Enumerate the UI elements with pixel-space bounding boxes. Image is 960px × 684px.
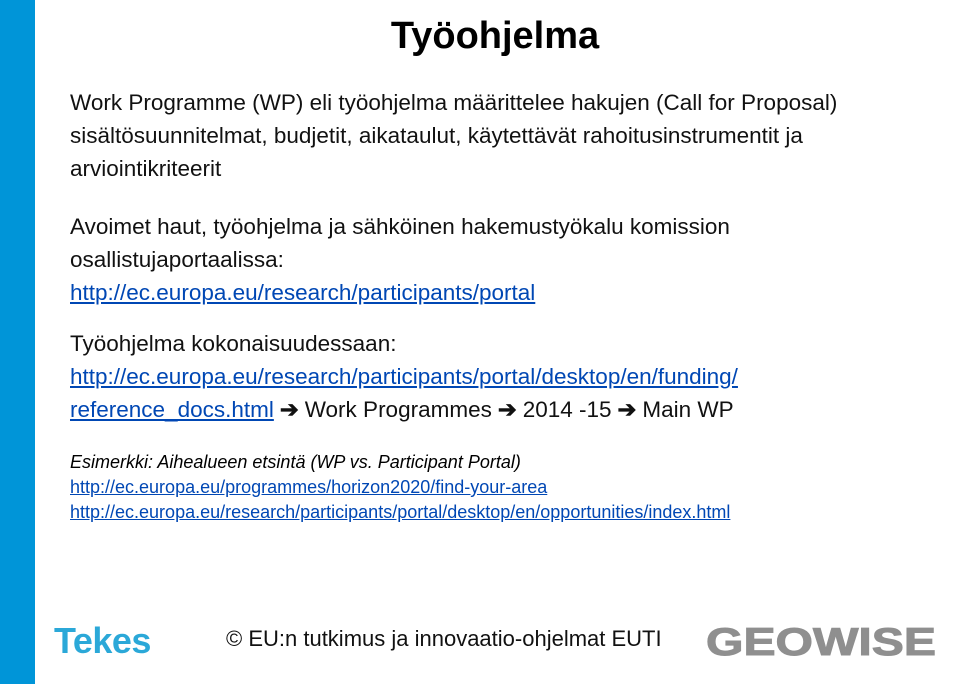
left-accent-bar — [0, 0, 35, 684]
work-programme-description: Work Programme (WP) eli työohjelma määrittelee hakujen (Call for Proposal) sisältösuunnitelmat, budjetit, aikataulut, käytettävät rahoitusinstrumentit ja arviointikriteerit — [70, 90, 838, 181]
open-calls-paragraph — [70, 210, 950, 309]
example-heading: Esimerkki: Aihealueen etsintä (WP vs. Participant Portal) — [70, 452, 521, 472]
path-step-3: Main WP — [642, 397, 734, 422]
path-step-1: Work Programmes — [304, 397, 492, 422]
full-work-programme-text: Työohjelma kokonaisuudessaan: — [70, 331, 397, 356]
example-section — [70, 450, 950, 525]
tekes-logo: Tekes — [54, 620, 151, 661]
participant-portal-link[interactable]: http://ec.europa.eu/research/participants/portal — [70, 280, 536, 305]
geowise-logo — [706, 624, 938, 660]
path-step-2: 2014 -15 — [522, 397, 612, 422]
find-your-area-link[interactable]: http://ec.europa.eu/programmes/horizon2020/find-your-area — [70, 477, 548, 497]
geowise-logo-text: GEOWISE — [706, 624, 936, 660]
opportunities-index-link[interactable]: http://ec.europa.eu/research/participants/portal/desktop/en/opportunities/index.html — [70, 502, 731, 522]
footer-copyright: © EU:n tutkimus ja innovaatio-ohjelmat EUTI — [226, 626, 662, 651]
full-work-programme-paragraph — [70, 327, 950, 426]
slide-content — [70, 86, 950, 525]
arrow-right-icon: ➔ — [617, 397, 637, 422]
arrow-right-icon: ➔ — [497, 397, 517, 422]
funding-reference-link-line1[interactable]: http://ec.europa.eu/research/participants/portal/desktop/en/funding/ — [70, 364, 738, 389]
arrow-right-icon: ➔ — [279, 397, 299, 422]
footer — [0, 616, 960, 666]
funding-reference-link-line2[interactable]: reference_docs.html — [70, 397, 274, 422]
open-calls-text: Avoimet haut, työohjelma ja sähköinen hakemustyökalu komission osallistujaportaalissa: — [70, 214, 730, 272]
page-title: Työohjelma — [390, 15, 600, 57]
